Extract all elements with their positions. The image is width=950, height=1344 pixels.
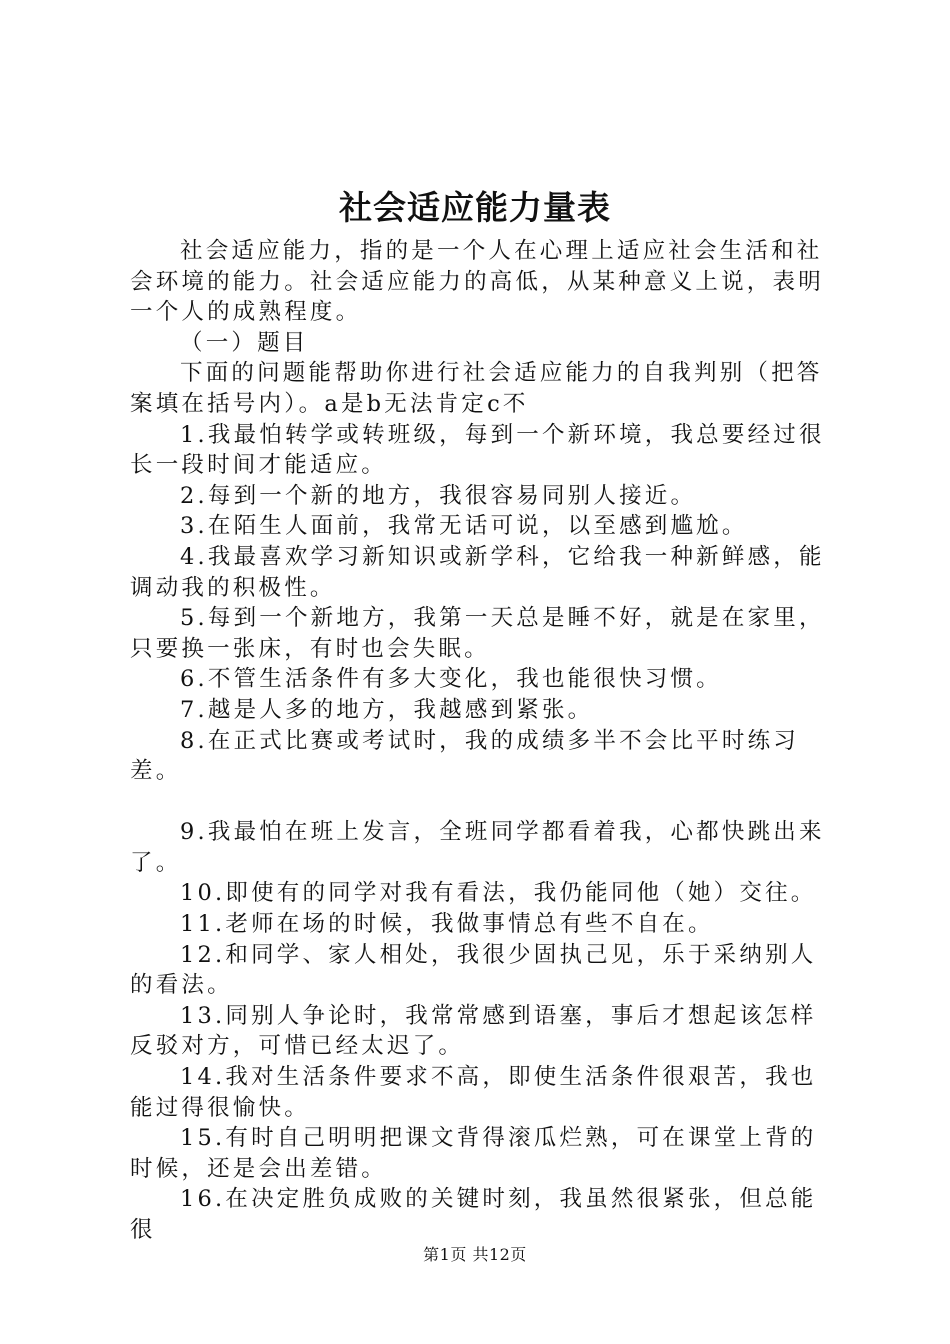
intro-paragraph: 社会适应能力，指的是一个人在心理上适应社会生活和社会环境的能力。社会适应能力的高低，从某种意义上说，表明一个人的成熟程度。 (130, 238, 824, 326)
section-heading: （一）题目 (180, 329, 309, 356)
question-item: 14.我对生活条件要求不高，即使生活条件很艰苦，我也能过得很愉快。 (130, 1064, 817, 1121)
question-item: 16.在决定胜负成败的关键时刻，我虽然很紧张，但总能很 (130, 1186, 817, 1243)
question-item: 1.我最怕转学或转班级，每到一个新环境，我总要经过很长一段时间才能适应。 (130, 421, 825, 479)
document-title: 社会适应能力量表 (339, 188, 611, 227)
question-item: 11.老师在场的时候，我做事情总有些不自在。 (180, 911, 714, 938)
blank-line (130, 787, 842, 818)
question-item: 15.有时自己明明把课文背得滚瓜烂熟，可在课堂上背的时候，还是会出差错。 (130, 1125, 817, 1182)
question-item: 9.我最怕在班上发言，全班同学都看着我，心都快跳出来了。 (130, 819, 825, 876)
question-item: 6.不管生活条件有多大变化，我也能很快习惯。 (180, 666, 722, 693)
question-item: 7.越是人多的地方，我越感到紧张。 (180, 696, 594, 723)
question-item: 4.我最喜欢学习新知识或新学科，它给我一种新鲜感，能调动我的积极性。 (130, 543, 825, 601)
page-number-footer: 第1页 共12页 (423, 1245, 527, 1264)
instruction-paragraph: 下面的问题能帮助你进行社会适应能力的自我判别（把答案填在括号内）。a是b无法肯定c不 (130, 360, 823, 417)
question-item: 10.即使有的同学对我有看法，我仍能同他（她）交往。 (180, 880, 817, 907)
question-item: 13.同别人争论时，我常常感到语塞，事后才想起该怎样反驳对方，可惜已经太迟了。 (130, 1002, 817, 1060)
question-item: 3.在陌生人面前，我常无话可说，以至感到尴尬。 (180, 513, 748, 540)
question-item: 5.每到一个新地方，我第一天总是睡不好，就是在家里，只要换一张床，有时也会失眠。 (130, 605, 825, 662)
question-item: 2.每到一个新的地方，我很容易同别人接近。 (180, 482, 697, 509)
question-item: 12.和同学、家人相处，我很少固执己见，乐于采纳别人的看法。 (130, 941, 817, 999)
document-body (130, 236, 842, 1246)
question-item: 8.在正式比赛或考试时，我的成绩多半不会比平时练习差。 (130, 727, 799, 785)
